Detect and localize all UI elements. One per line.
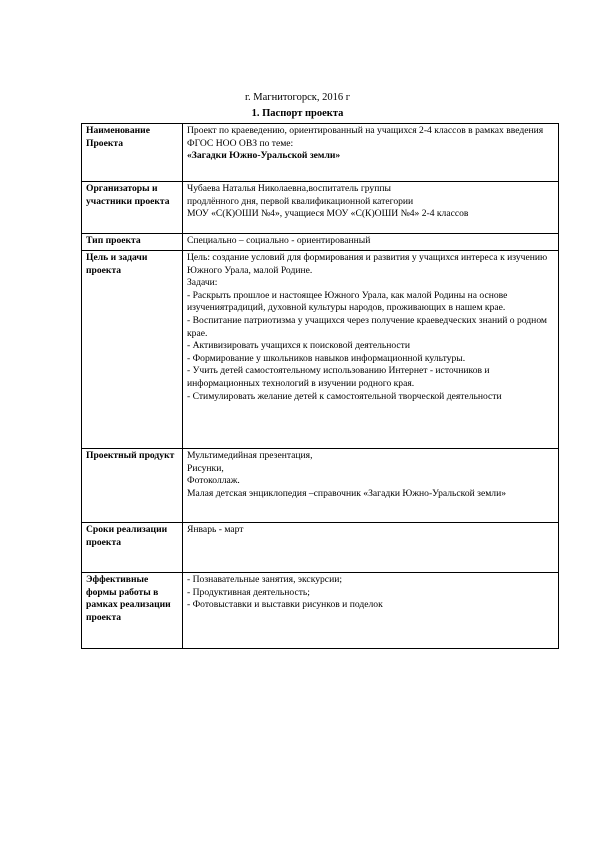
content-line: Чубаева Наталья Николаевна,воспитатель группы (187, 183, 391, 194)
table-row-name (82, 124, 559, 182)
city-year-line: г. Магнитогорск, 2016 г (244, 92, 351, 103)
content-line: Январь - март (187, 524, 244, 535)
content-line: - Воспитание патриотизма у учащихся через получение краеведческих знаний о родном крае. (187, 314, 547, 339)
content-line: Задачи: (187, 277, 218, 289)
content-line: Специально – социально - ориентированный (187, 235, 371, 246)
content-line: МОУ «С(К)ОШИ №4», учащиеся МОУ «С(К)ОШИ №4» 2-4 классов (187, 208, 469, 220)
content-line: Фотоколлаж. (187, 475, 240, 487)
row-content (183, 449, 559, 523)
row-label: Проектный продукт (82, 449, 183, 523)
row-label: Эффективные формы работы в рамках реализации проекта (82, 573, 183, 649)
table-row-goals (82, 251, 559, 449)
row-content (183, 573, 559, 649)
project-passport-table (81, 123, 559, 649)
table-row-forms (82, 573, 559, 649)
row-content (183, 251, 559, 449)
table-row-type (82, 234, 559, 251)
content-line: - Раскрыть прошлое и настоящее Южного Урала, как малой Родины на основе изучениятрадиций, духовной культуры народов, проживающих в нашем крае. (187, 289, 508, 314)
section-title: 1. Паспорт проекта (251, 108, 344, 119)
content-line: Цель: создание условий для формирования и развития у учащихся интереса к изучению Южного Урала, малой Родине. (187, 252, 548, 276)
content-line: продлённого дня, первой квалификационной категории (187, 195, 414, 207)
table-row-product (82, 449, 559, 523)
content-line: - Познавательные занятия, экскурсии; (187, 574, 343, 585)
row-content (183, 234, 559, 251)
table-row-dates (82, 523, 559, 573)
row-content (183, 523, 559, 573)
row-label: Наименование Проекта (82, 124, 183, 182)
content-line: - Фотовыставки и выставки рисунков и поделок (187, 599, 383, 611)
content-line: - Формирование у школьников навыков информационной культуры. (187, 352, 466, 364)
content-line: Малая детская энциклопедия –справочник «Загадки Южно-Уральской земли» (187, 487, 507, 499)
content-line: - Стимулировать желание детей к самостоятельной творческой деятельности (187, 390, 502, 402)
row-content (183, 124, 559, 182)
content-line: - Продуктивная деятельность; (187, 586, 310, 598)
content-line: Мультимедийная презентация, (187, 450, 313, 461)
content-line: - Учить детей самостоятельному использованию Интернет - источников и информационных технологий в изучении родного края. (187, 365, 490, 389)
content-line: «Загадки Южно-Уральской земли» (187, 150, 341, 162)
row-label: Организаторы и участники проекта (82, 182, 183, 234)
content-line: - Активизировать учащихся к поисковой деятельности (187, 340, 411, 352)
content-line: Рисунки, (187, 462, 224, 474)
row-label: Сроки реализации проекта (82, 523, 183, 573)
table-row-organizers (82, 182, 559, 234)
row-label: Цель и задачи проекта (82, 251, 183, 449)
row-label: Тип проекта (82, 234, 183, 251)
content-line: Проект по краеведению, ориентированный на учащихся 2-4 классов в рамках введения ФГОС НОО ОВЗ по теме: (187, 125, 544, 149)
row-content (183, 182, 559, 234)
